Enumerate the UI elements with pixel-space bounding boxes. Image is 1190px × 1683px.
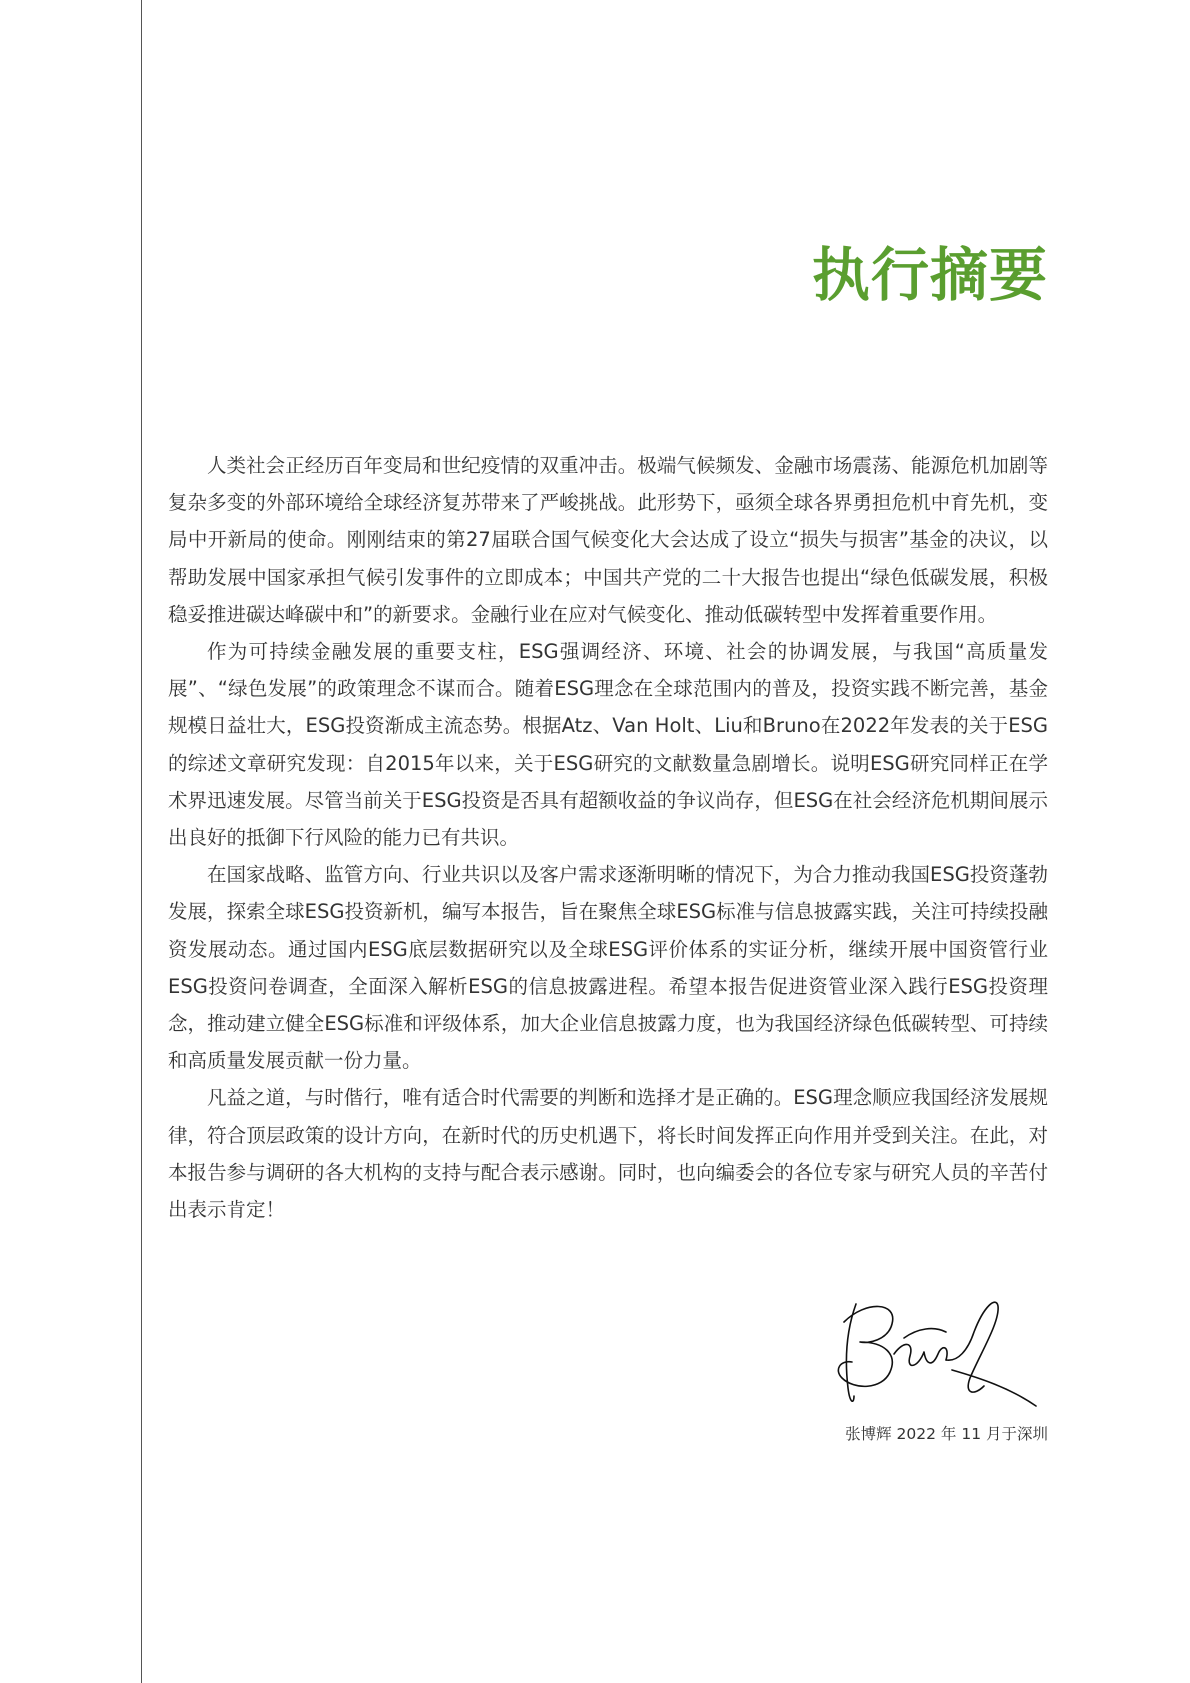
paragraph-1: 人类社会正经历百年变局和世纪疫情的双重冲击。极端气候频发、金融市场震荡、能源危机加剧等复杂多变的外部环境给全球经济复苏带来了严峻挑战。此形势下，亟须全球各界勇担危机中育先机，变局中开新局的使命。刚刚结束的第27届联合国气候变化大会达成了设立“损失与损害”基金的决议，以帮助发展中国家承担气候引发事件的立即成本；中国共产党的二十大报告也提出“绿色低碳发展，积极稳妥推进碳达峰碳中和”的新要求。金融行业在应对气候变化、推动低碳转型中发挥着重要作用。 xyxy=(168,454,1048,626)
signature-caption: 张博辉 2022 年 11 月于深圳 xyxy=(845,1425,1048,1443)
handwritten-signature xyxy=(834,1292,1044,1410)
margin-rule xyxy=(141,0,142,1683)
summary-body xyxy=(168,447,1048,1228)
page-title: 执行摘要 xyxy=(811,241,1048,309)
paragraph-2: 作为可持续金融发展的重要支柱，ESG强调经济、环境、社会的协调发展，与我国“高质量发展”、“绿色发展”的政策理念不谋而合。随着ESG理念在全球范围内的普及，投资实践不断完善，基金规模日益壮大，ESG投资渐成主流态势。根据Atz、Van Holt、Liu和Bruno在2022年发表的关于ESG的综述文章研究发现：自2015年以来，关于ESG研究的文献数量急剧增长。说明ESG研究同样正在学术界迅速发展。尽管当前关于ESG投资是否具有超额收益的争议尚存，但ESG在社会经济危机期间展示出良好的抵御下行风险的能力已有共识。 xyxy=(168,640,1048,850)
paragraph-3: 在国家战略、监管方向、行业共识以及客户需求逐渐明晰的情况下，为合力推动我国ESG投资蓬勃发展，探索全球ESG投资新机，编写本报告，旨在聚焦全球ESG标准与信息披露实践，关注可持续投融资发展动态。通过国内ESG底层数据研究以及全球ESG评价体系的实证分析，继续开展中国资管行业ESG投资问卷调查，全面深入解析ESG的信息披露进程。希望本报告促进资管业深入践行ESG投资理念，推动建立健全ESG标准和评级体系，加大企业信息披露力度，也为我国经济绿色低碳转型、可持续和高质量发展贡献一份力量。 xyxy=(168,863,1048,1073)
paragraph-4: 凡益之道，与时偕行，唯有适合时代需要的判断和选择才是正确的。ESG理念顺应我国经济发展规律，符合顶层政策的设计方向，在新时代的历史机遇下，将长时间发挥正向作用并受到关注。在此，对本报告参与调研的各大机构的支持与配合表示感谢。同时，也向编委会的各位专家与研究人员的辛苦付出表示肯定！ xyxy=(168,1086,1048,1222)
